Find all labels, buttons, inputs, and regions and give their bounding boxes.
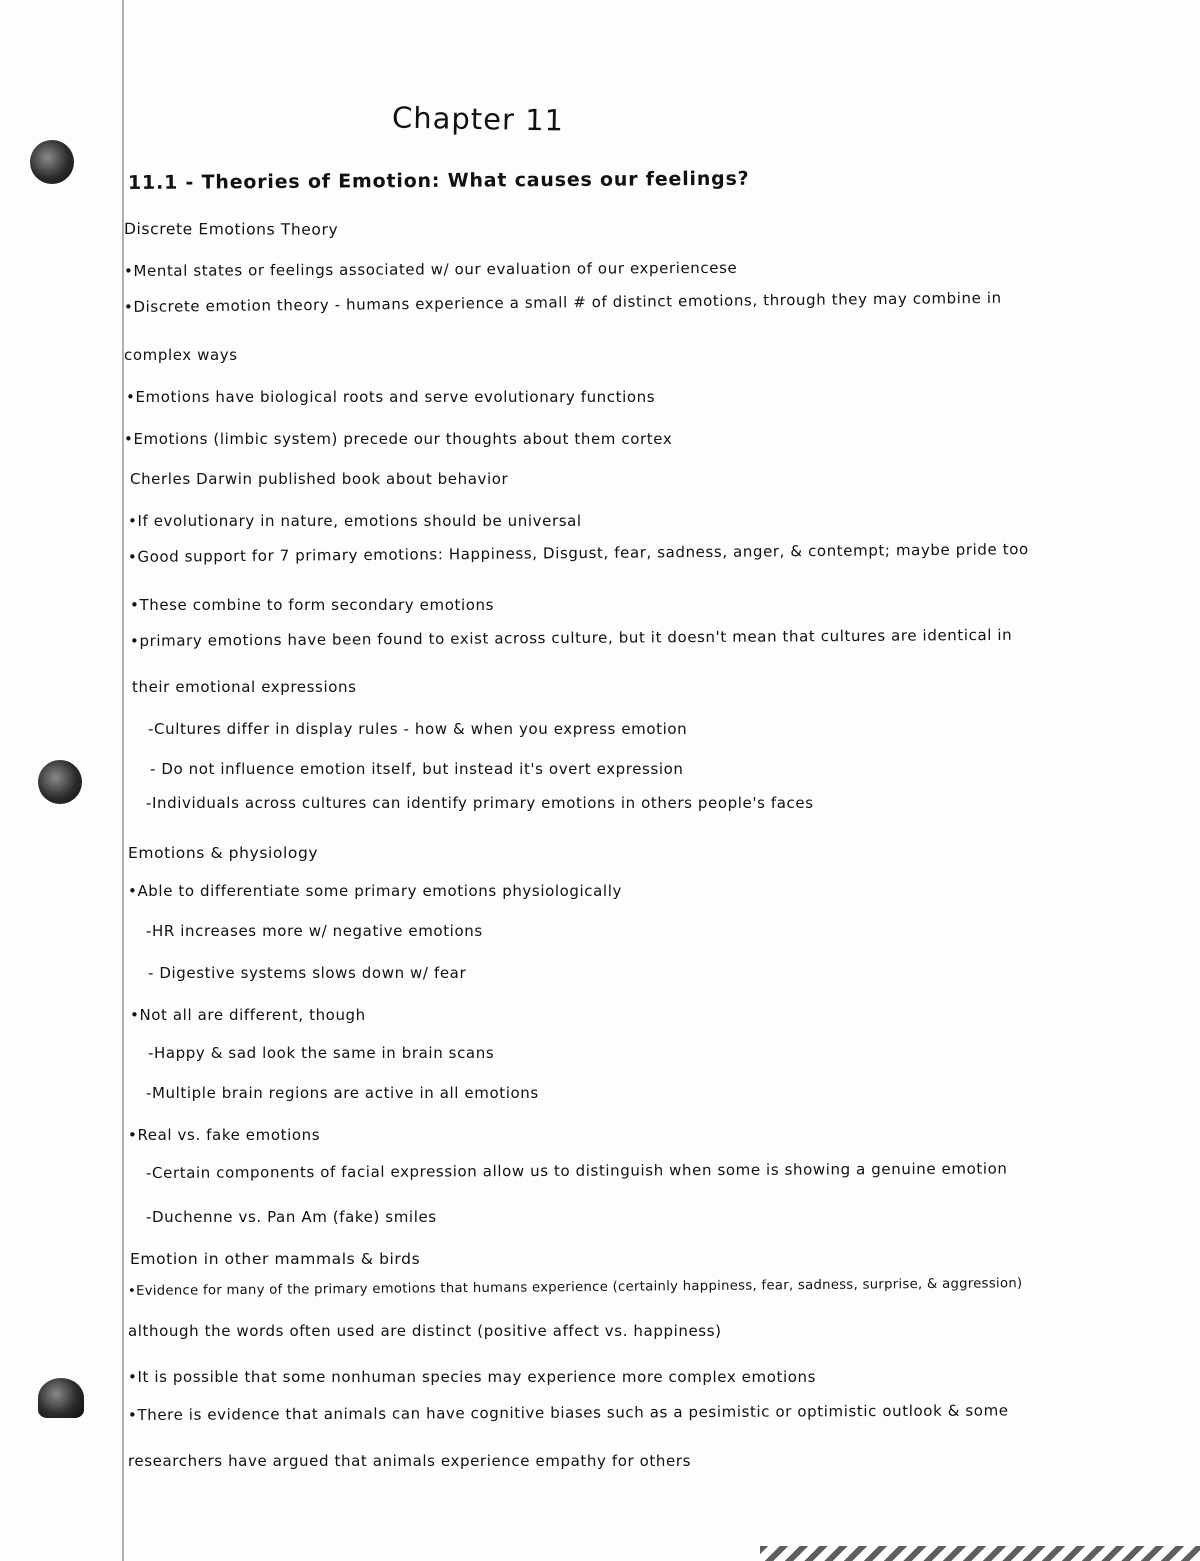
note-line: their emotional expressions <box>132 678 357 696</box>
note-line: •If evolutionary in nature, emotions should be universal <box>128 512 582 530</box>
note-line: - Do not influence emotion itself, but instead it's overt expression <box>150 760 684 778</box>
scan-edge-marks <box>760 1546 1200 1561</box>
note-line: -HR increases more w/ negative emotions <box>146 922 483 940</box>
note-line: •Able to differentiate some primary emotions physiologically <box>128 882 622 900</box>
note-line: -Individuals across cultures can identify primary emotions in others people's faces <box>146 794 814 812</box>
note-line: researchers have argued that animals experience empathy for others <box>128 1452 691 1470</box>
subheading-emotion-other-mammals: Emotion in other mammals & birds <box>130 1250 421 1268</box>
note-line: -Multiple brain regions are active in all emotions <box>146 1084 539 1102</box>
section-heading: 11.1 - Theories of Emotion: What causes our feelings? <box>127 167 750 194</box>
binder-hole-middle <box>38 760 82 804</box>
note-line: •Evidence for many of the primary emotions that humans experience (certainly happiness, fear, sadness, surprise, & aggression) <box>127 1276 1023 1299</box>
note-line: •Emotions have biological roots and serve evolutionary functions <box>126 388 656 406</box>
note-line: Cherles Darwin published book about behavior <box>130 470 509 488</box>
note-line: -Happy & sad look the same in brain scans <box>148 1044 495 1062</box>
binder-hole-top <box>30 140 74 184</box>
note-line: complex ways <box>124 346 238 364</box>
note-line: •Emotions (limbic system) precede our thoughts about them cortex <box>124 430 673 448</box>
note-line: although the words often used are distinct (positive affect vs. happiness) <box>128 1322 722 1340</box>
binder-hole-bottom <box>38 1378 84 1418</box>
note-line: •Mental states or feelings associated w/ our evaluation of our experiencese <box>123 258 738 280</box>
note-line: •Real vs. fake emotions <box>128 1126 321 1144</box>
subheading-discrete-emotions: Discrete Emotions Theory <box>123 220 339 239</box>
note-line: -Certain components of facial expression allow us to distinguish when some is showing a genuine emotion <box>145 1159 1008 1182</box>
subheading-emotions-physiology: Emotions & physiology <box>128 844 319 862</box>
note-line: -Cultures differ in display rules - how & when you express emotion <box>148 720 688 738</box>
note-line: -Duchenne vs. Pan Am (fake) smiles <box>146 1208 437 1226</box>
note-line: •primary emotions have been found to exist across culture, but it doesn't mean that cultures are identical in <box>129 625 1013 650</box>
note-line: •It is possible that some nonhuman species may experience more complex emotions <box>128 1368 817 1386</box>
note-line: •These combine to form secondary emotions <box>130 596 495 614</box>
note-line: •There is evidence that animals can have cognitive biases such as a pesimistic or optimistic outlook & some <box>127 1401 1009 1424</box>
note-line: •Not all are different, though <box>130 1006 366 1024</box>
page-title: Chapter 11 <box>391 100 565 138</box>
note-line: •Discrete emotion theory - humans experience a small # of distinct emotions, through they may combine in <box>123 288 1002 316</box>
note-line: •Good support for 7 primary emotions: Happiness, Disgust, fear, sadness, anger, & contempt; maybe pride too <box>127 540 1029 566</box>
note-line: - Digestive systems slows down w/ fear <box>148 964 467 982</box>
